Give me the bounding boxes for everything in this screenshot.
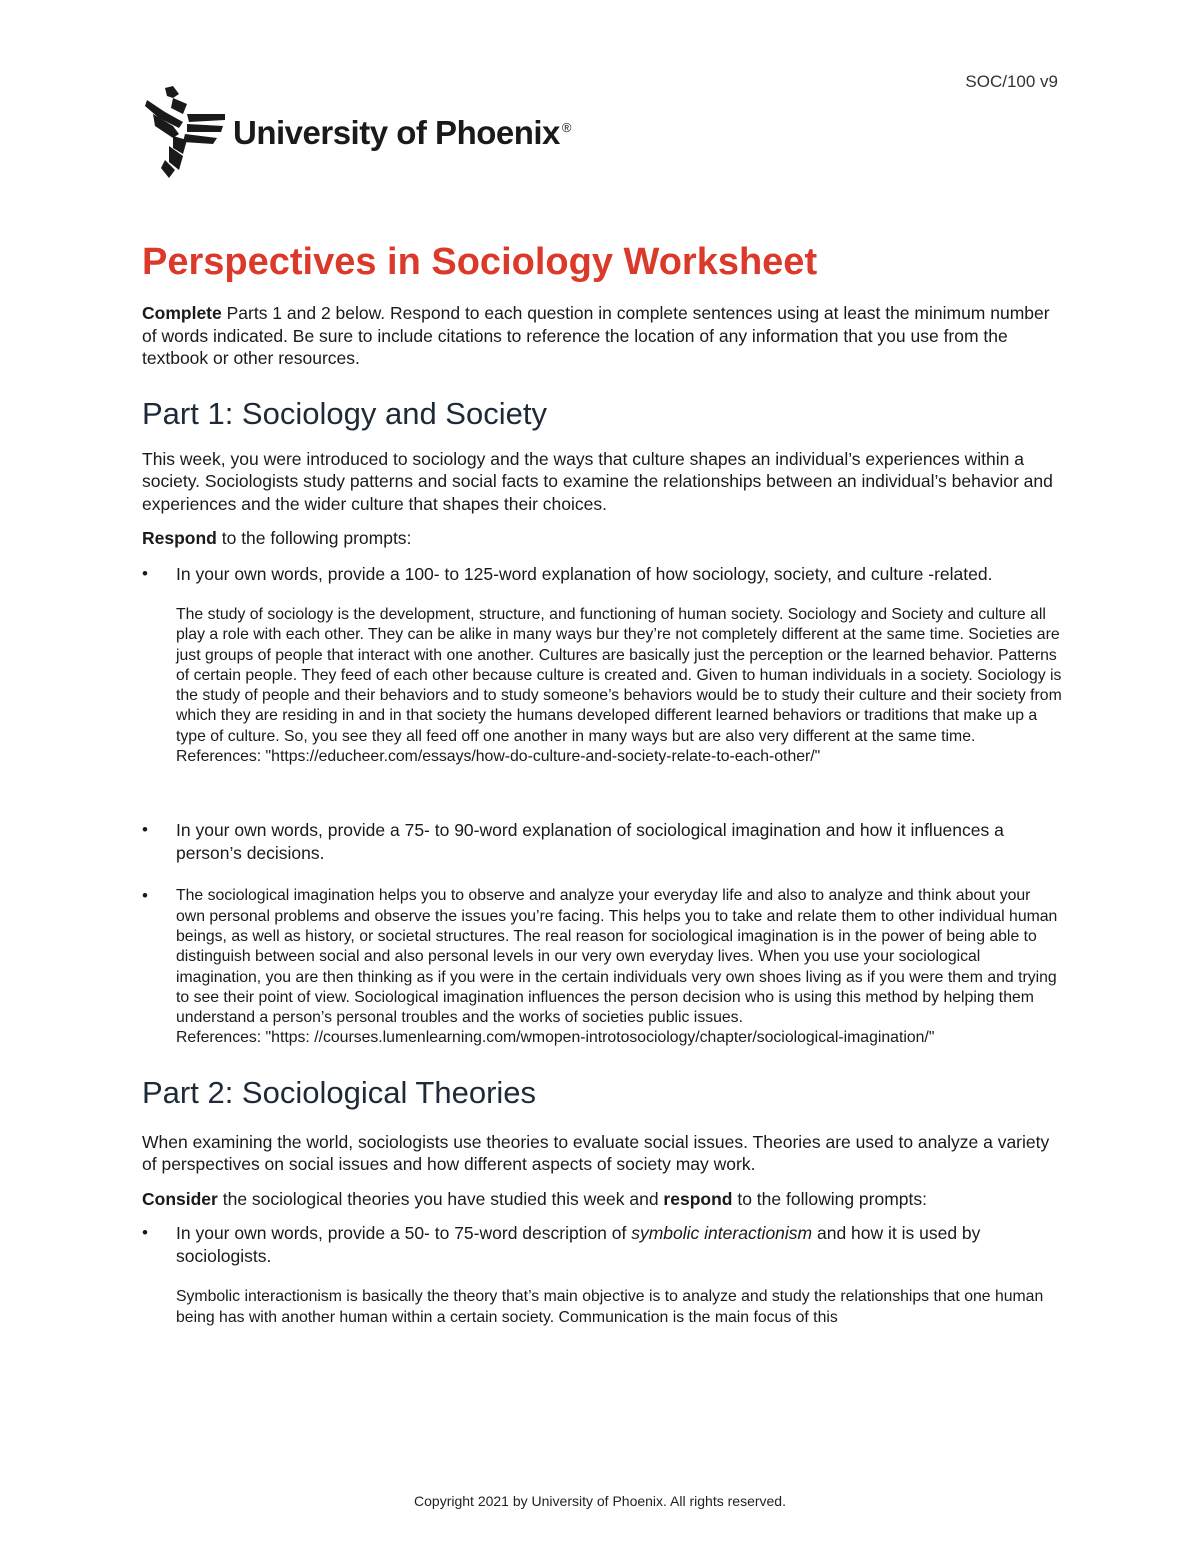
worksheet-content (142, 238, 1062, 1328)
part1-prompts (142, 563, 1062, 1049)
logo-wordmark: University of Phoenix ® (233, 114, 572, 151)
intro-instructions: Complete Parts 1 and 2 below. Respond to each question in complete sentences using at least the minimum number of words indicated. Be sure to include citations to reference the location of any information that you use from the textbook or other resources. (142, 303, 1050, 368)
copyright-footer: Copyright 2021 by University of Phoenix. All rights reserved. (414, 1493, 786, 1509)
part1-paragraph: This week, you were introduced to sociology and the ways that culture shapes an individual’s experiences within a society. Sociologists study patterns and social facts to examine the relationships between an individual’s behavior and experiences and the wider culture that shapes their choices. (142, 448, 1053, 514)
answer2-reference: References: "https: //courses.lumenlearning.com/wmopen-introtosociology/chapter/sociological-imagination/" (176, 1029, 935, 1047)
phoenix-bird-icon (143, 84, 227, 178)
answer1-reference: References: "https://educheer.com/essays/how-do-culture-and-society-relate-to-each-other/" (176, 748, 821, 766)
part2-heading: Part 2: Sociological Theories (142, 1074, 537, 1110)
prompt-sociological-imagination: • In your own words, provide a 75- to 90-word explanation of sociological imagination and how it influences a person’s decisions. (142, 819, 1062, 864)
prompt-symbolic-interactionism: • In your own words, provide a 50- to 75-word description of symbolic interactionism and how it is used by sociologists. (142, 1222, 1062, 1267)
course-code: SOC/100 v9 (965, 72, 1058, 91)
page-title: Perspectives in Sociology Worksheet (142, 241, 818, 283)
part1-heading: Part 1: Sociology and Society (142, 395, 547, 431)
answer-sociology-society-culture: The study of sociology is the development, structure, and functioning of human society. Sociology and Society and culture all play a role with each other. They can be alike in many ways bur they’re not completely different at the same time. Societies are just groups of people that interact with one another. Cultures are basically just the perception or the learned behavior. Patterns of certain people. They feed of each other because culture is created and. Given to human individuals in a society. Sociology is the study of people and their behaviors and to study someone’s behaviors would be to study their culture and their society from which they are residing in and in that society the humans developed different learned behaviors or traditions that make up a type of culture. So, you see they all feed off one another in many ways but are also very different at the same time. References: "https://educheer.com/essays/how-do-culture-and-society-relate-to-each-other/" (142, 605, 1062, 767)
prompt-sociology-society-culture: • In your own words, provide a 100- to 125-word explanation of how sociology, society, and culture -related. (142, 563, 1062, 586)
part1-respond-line: Respond to the following prompts: (142, 528, 412, 548)
university-logo (143, 84, 572, 178)
answer-sociological-imagination: • The sociological imagination helps you to observe and analyze your everyday life and also to analyze and think about your own personal problems and observe the issues you’re facing. This helps you to take and relate them to other individual human beings, as well as history, or societal structures. The real reason for sociological imagination is in the power of being able to distinguish between social and also personal levels in our very own everyday lives. When you use your sociological imagination, you are then thinking as if you were in the certain individuals very own shoes living as if you were them and trying to see their point of view. Sociological imagination influences the person decision who is using this method by helping them understand a person’s personal troubles and the works of societies public issues. References: "https: //courses.lumenlearning.com/wmopen-introtosociology/chapter/sociological-imagination/" (142, 886, 1062, 1048)
part2-prompts (142, 1222, 1062, 1328)
registered-mark: ® (561, 120, 572, 135)
part2-paragraph: When examining the world, sociologists use theories to evaluate social issues. Theories are used to analyze a variety of perspectives on social issues and how different aspects of society may work. (142, 1131, 1050, 1175)
part2-consider-line: Consider the sociological theories you have studied this week and respond to the following prompts: (142, 1188, 928, 1209)
answer-symbolic-interactionism: Symbolic interactionism is basically the theory that’s main objective is to analyze and study the relationships that one human being has with another human within a certain society. Communication is the main focus of this (176, 1288, 1044, 1326)
